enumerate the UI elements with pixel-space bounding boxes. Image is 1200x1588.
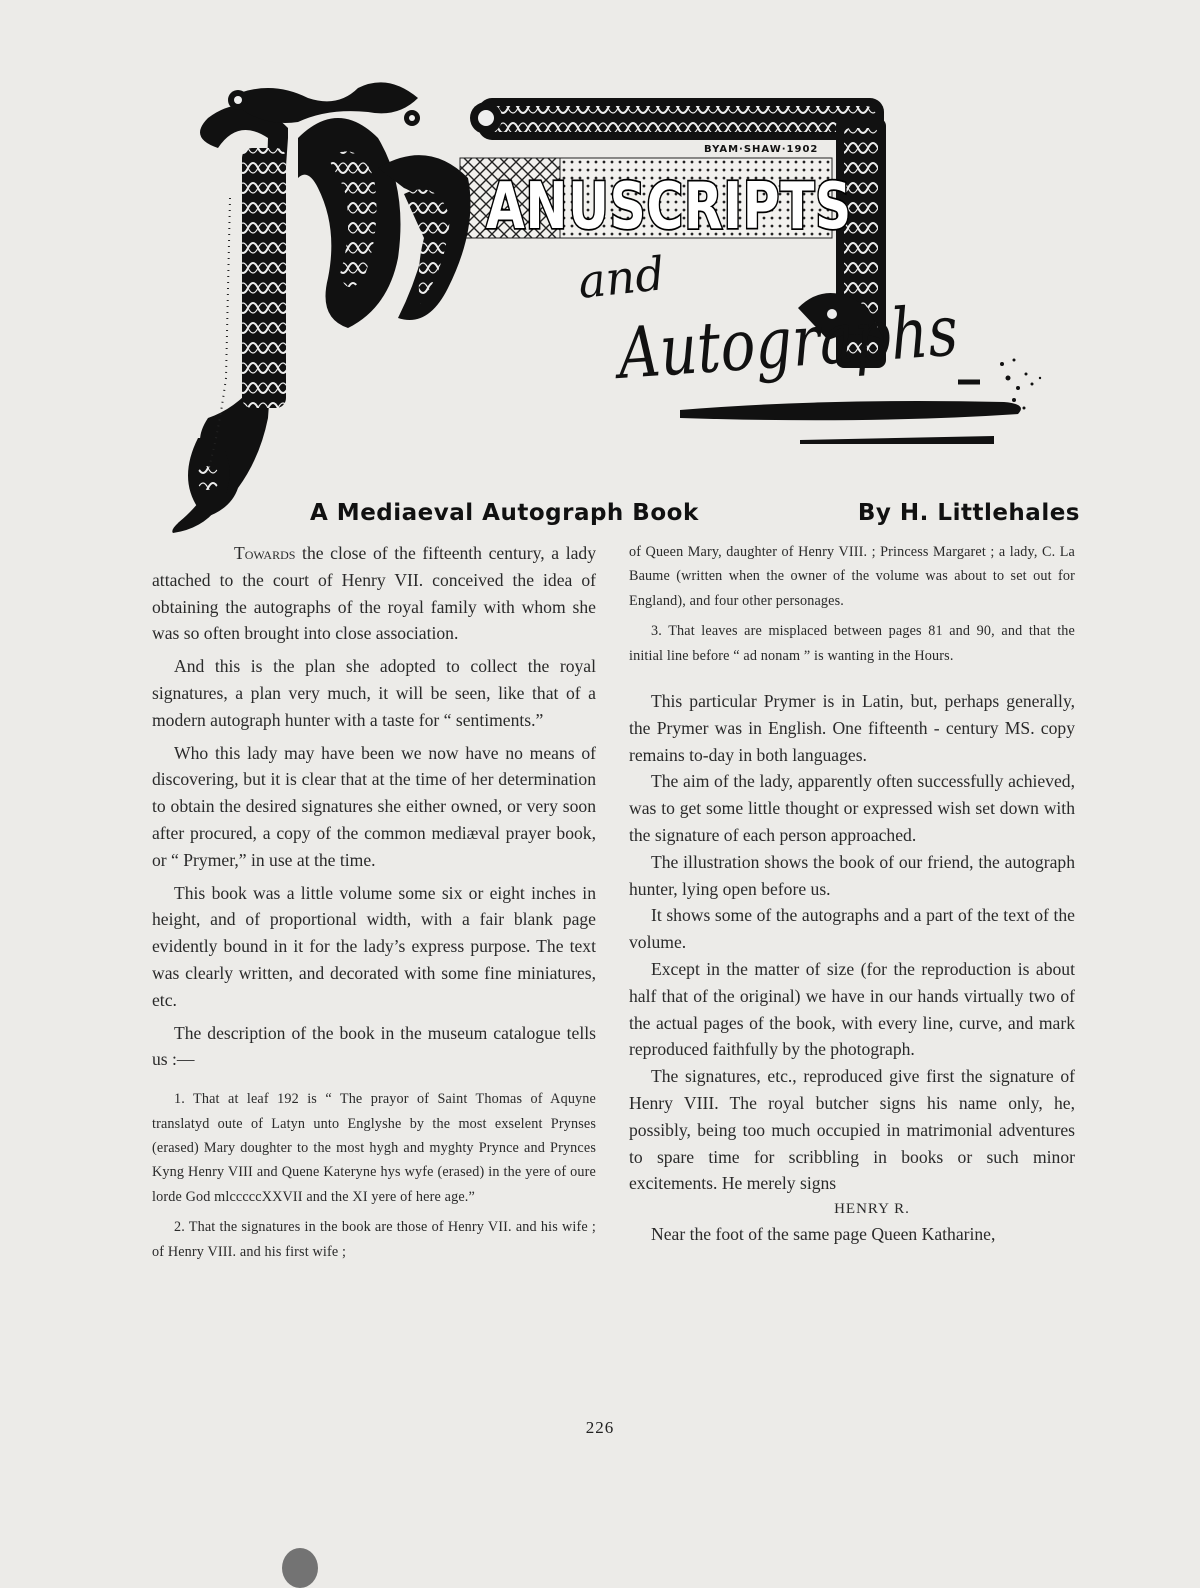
royal-signature: HENRY R.	[834, 1201, 910, 1218]
catalogue-note: 3. That leaves are misplaced between pages 81 and 90, and that the initial line before “ ad nonam ” is wanting in the Hours.	[629, 623, 1075, 664]
right-column	[629, 540, 1075, 1248]
pen-flourish-long	[680, 401, 1021, 420]
lead-word: Towards	[234, 543, 296, 563]
paragraph-text: the close of the fifteenth century, a lady attached to the court of Henry VII. conceived the idea of obtaining the autographs of the royal family with whom she was so often brought into close association.	[152, 543, 596, 644]
paragraph: The signatures, etc., reproduced give first the signature of Henry VIII. The royal butcher signs his name only, he, possibly, being too much occupied in matrimonial adventures to spare time for scribbling in books or such minor excitements. He merely signs	[629, 1066, 1075, 1194]
paragraph: This particular Prymer is in Latin, but, perhaps generally, the Prymer was in English. One fifteenth - century MS. copy remains to-day in both languages.	[629, 691, 1075, 765]
left-column	[152, 540, 596, 1270]
frame-top-band	[470, 98, 884, 140]
catalogue-note: 2. That the signatures in the book are those of Henry VII. and his wife ; of Henry VIII. and his first wife ;	[152, 1219, 596, 1260]
illuminated-initial-m	[172, 82, 470, 533]
paragraph: Near the foot of the same page Queen Katharine,	[651, 1224, 996, 1245]
title-capitals: ANUSCRIPTS	[486, 170, 852, 244]
paragraph: This book was a little volume some six or eight inches in height, and of proportional width, with a fair blank page evidently bound in it for the lady’s express purpose. The text was clearly written, and decorated with some fine miniatures, etc.	[152, 882, 596, 1010]
paragraph: Who this lady may have been we now have no means of discovering, but it is clear that at the time of her determination to obtain the desired signatures she either owned, or very soon after procured, a copy of the common mediæval prayer book, or “ Prymer,” in use at the time.	[152, 742, 596, 870]
paragraph: The illustration shows the book of our friend, the autograph hunter, lying open before us.	[629, 851, 1075, 899]
ink-spatter	[1000, 359, 1041, 410]
title-autographs: Autographs	[615, 284, 1032, 395]
article-header	[310, 500, 1080, 534]
paragraph: The description of the book in the museum catalogue tells us :—	[152, 1022, 596, 1070]
paragraph: Except in the matter of size (for the reproduction is about half that of the original) we have in our hands virtually two of the actual pages of the book, with every line, curve, and mark reproduced faithfully by the photograph.	[629, 959, 1075, 1060]
title-and: and	[575, 246, 668, 309]
artist-signature: BYAM·SHAW·1902	[704, 144, 819, 155]
paragraph: The aim of the lady, apparently often successfully achieved, was to get some little thought or expressed wish set down with the signature of each person approached.	[629, 771, 1075, 846]
illuminated-title-ornament	[168, 78, 1068, 538]
paragraph	[152, 540, 596, 647]
page-number: 226	[585, 1418, 615, 1437]
article-title: A Mediaeval Autograph Book	[310, 500, 699, 526]
scan-smudge	[282, 1548, 318, 1588]
paragraph: It shows some of the autographs and a part of the text of the volume.	[629, 905, 1075, 953]
pen-flourish-short	[800, 436, 994, 444]
catalogue-note: 1. That at leaf 192 is “ The prayor of Saint Thomas of Aquyne translatyd oute of Latyn unto Englyshe by the most exselent Prynses (erased) Mary doughter to the most hygh and myghty Prynce and Prynces Kyng Henry VIII and Quene Kateryne hys wyfe (erased) in the yere of oure lorde God mlcccccXXVII and the XI yere of here age.”	[152, 1091, 596, 1205]
paragraph: And this is the plan she adopted to collect the royal signatures, a plan very much, it will be seen, like that of a modern autograph hunter with a taste for “ sentiments.”	[152, 656, 596, 730]
article-byline: By H. Littlehales	[857, 500, 1080, 526]
catalogue-note: of Queen Mary, daughter of Henry VIII. ; Princess Margaret ; a lady, C. La Baume (written when the owner of the volume was about to set out for England), and four other personages.	[629, 544, 1075, 609]
